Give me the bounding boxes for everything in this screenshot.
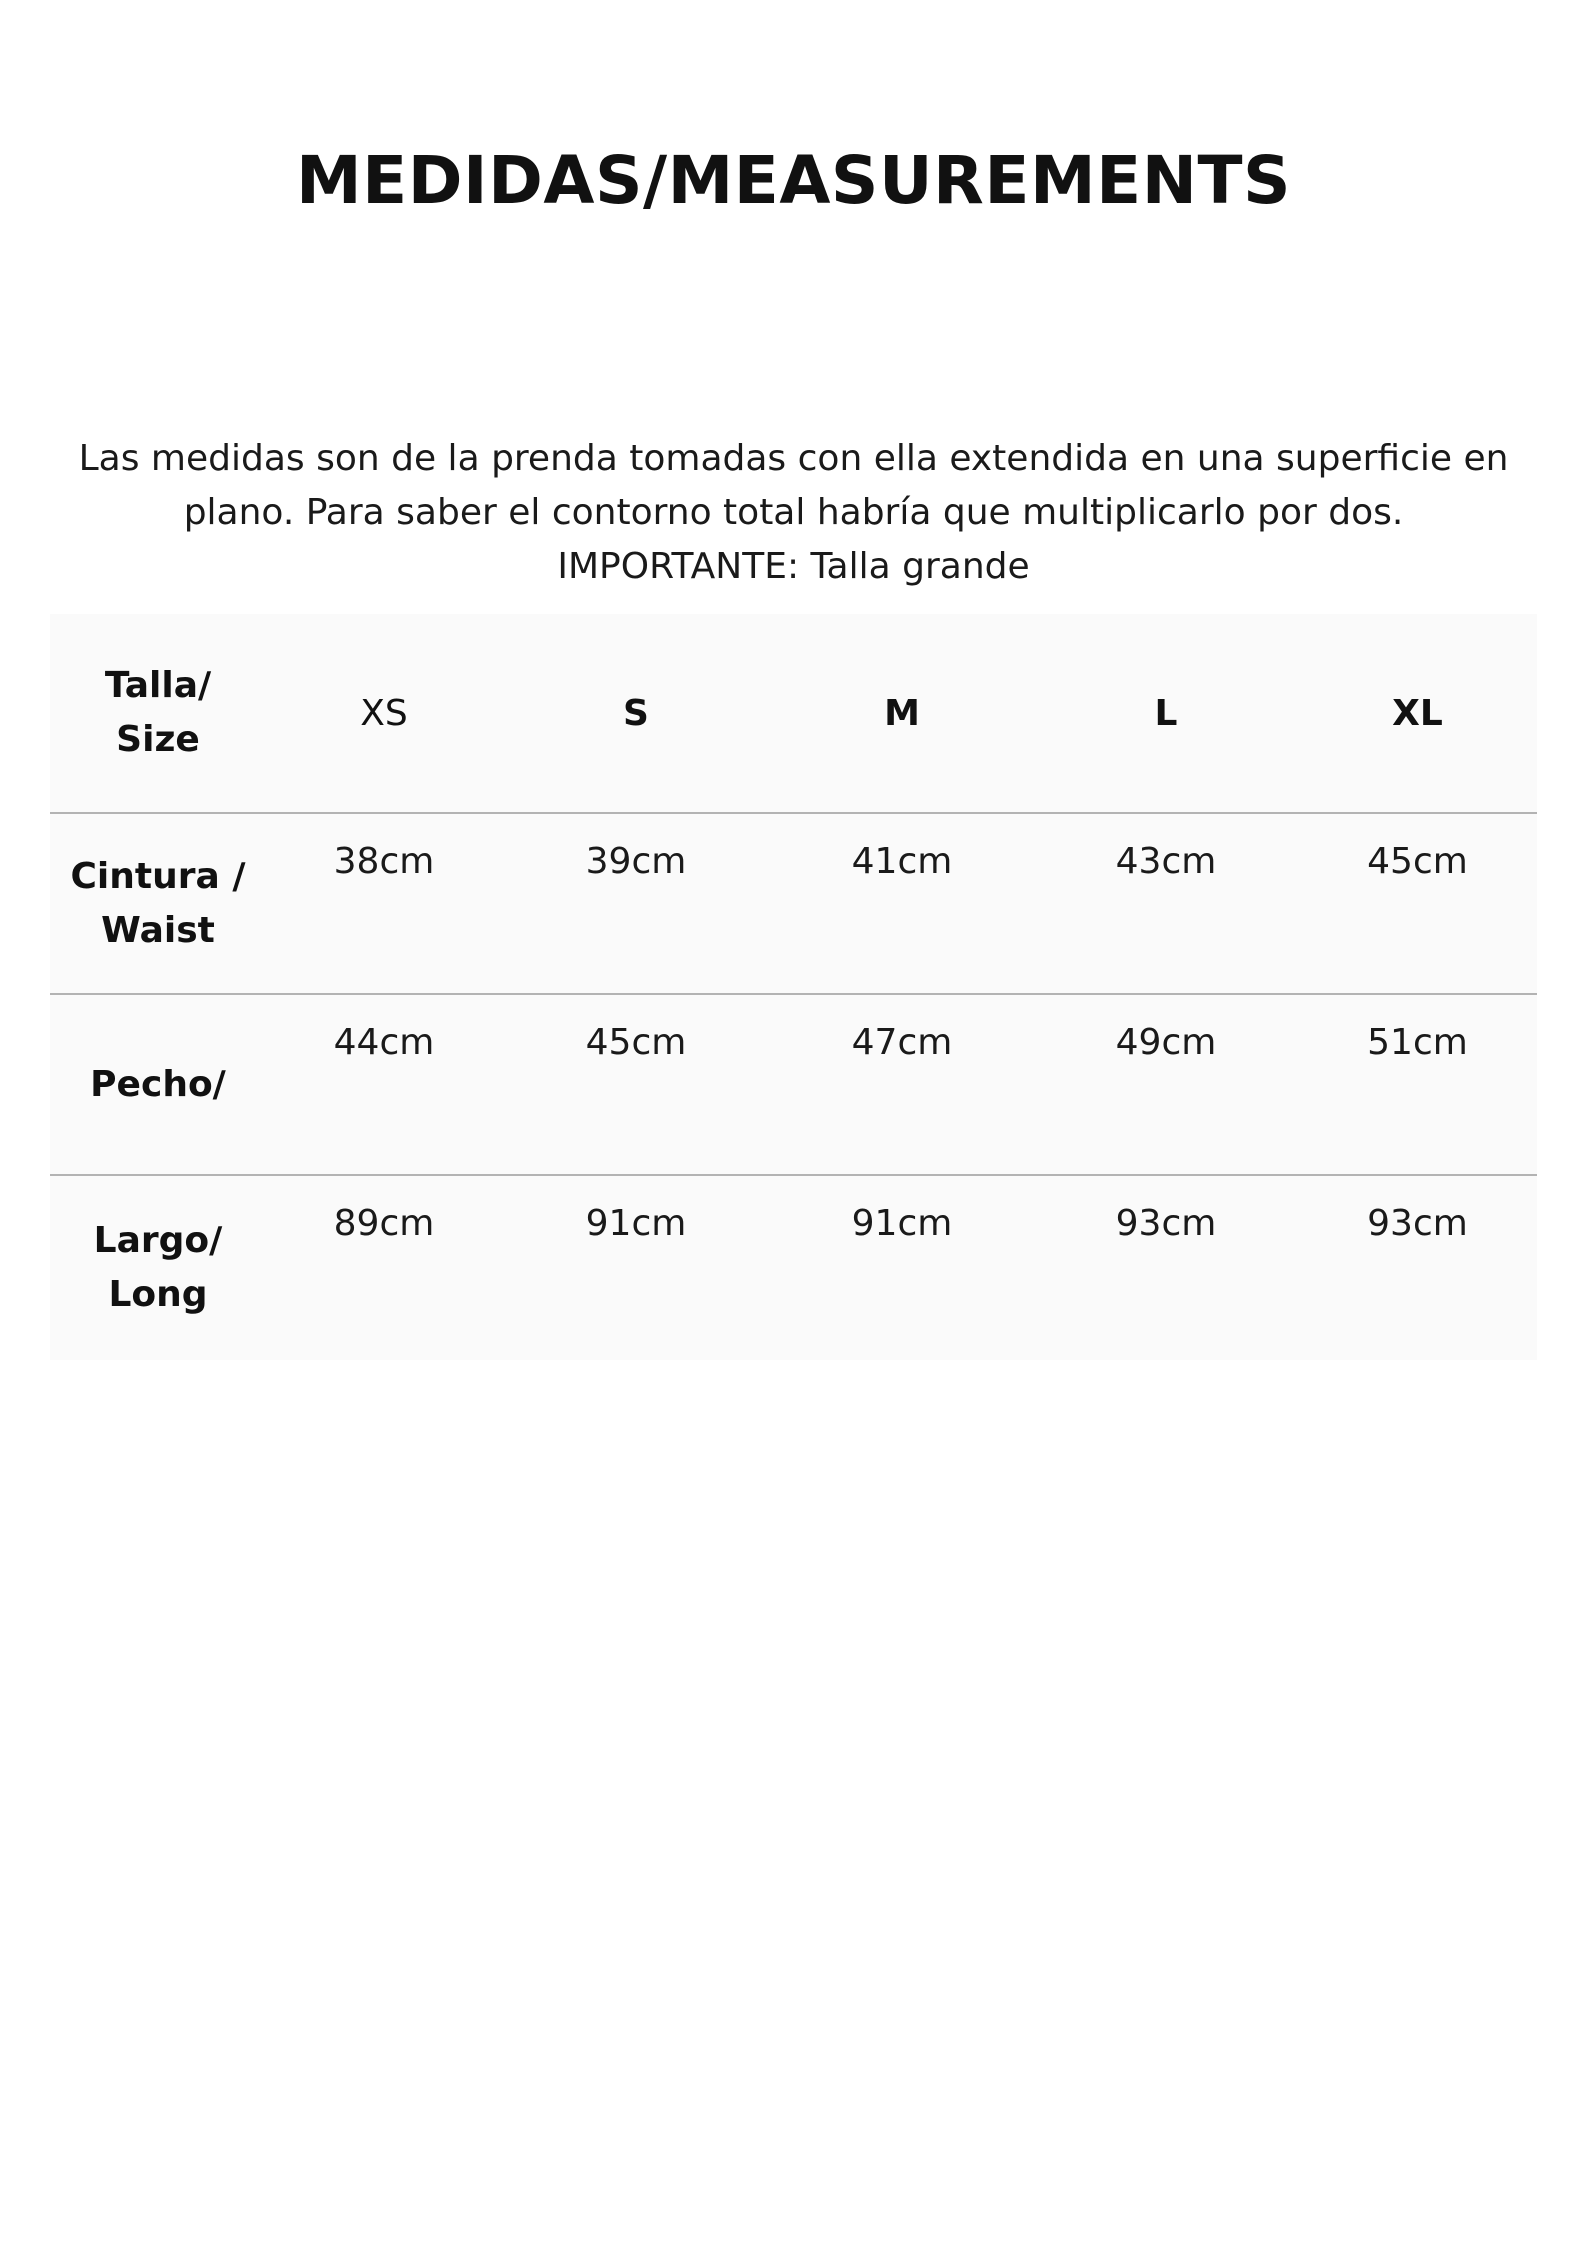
size-header-label [50, 614, 266, 812]
label-line: Cintura / [70, 855, 246, 897]
table-cell: 39cm [585, 841, 687, 882]
table-cell: 45cm [585, 1022, 687, 1063]
table-cell: 93cm [1115, 1203, 1217, 1244]
table-cell: 38cm [333, 841, 435, 882]
table-cell: 91cm [585, 1203, 687, 1244]
table-cell: 91cm [851, 1203, 953, 1244]
table-row-chest [50, 993, 1537, 1174]
table-cell: 45cm [1367, 841, 1468, 882]
label-line: Long [108, 1274, 208, 1315]
table-cell: 89cm [333, 1203, 435, 1244]
label-line: Pecho/ [90, 1063, 226, 1105]
size-m: M [884, 692, 920, 734]
table-cell: 44cm [333, 1022, 435, 1063]
table-row-length [50, 1174, 1537, 1360]
page-title: MEDIDAS/MEASUREMENTS [295, 142, 1292, 219]
table-cell: 47cm [851, 1022, 953, 1063]
size-chart-table [50, 614, 1537, 1360]
label-line: Size [116, 719, 200, 760]
intro-important-line: IMPORTANTE: Talla grande [557, 546, 1030, 587]
row-label-waist [50, 814, 266, 993]
size-l: L [1154, 692, 1178, 734]
table-cell: 43cm [1115, 841, 1217, 882]
intro-text [50, 432, 1537, 594]
label-line: Largo/ [93, 1220, 223, 1261]
table-cell: 41cm [851, 841, 953, 882]
table-cell: 93cm [1367, 1203, 1468, 1244]
intro-line: Las medidas son de la prenda tomadas con ella extendida en una superficie en [78, 438, 1509, 479]
size-s: S [623, 692, 649, 734]
row-label-length [50, 1176, 266, 1360]
label-line: Talla/ [104, 665, 212, 706]
table-header-row [50, 614, 1537, 812]
table-cell: 49cm [1115, 1022, 1217, 1063]
table-row-waist [50, 812, 1537, 993]
size-xl: XL [1392, 692, 1443, 734]
table-cell: 51cm [1367, 1022, 1468, 1063]
row-label-chest [50, 995, 266, 1174]
intro-line: plano. Para saber el contorno total habría que multiplicarlo por dos. [183, 492, 1404, 533]
label-line: Waist [101, 909, 215, 951]
size-xs: XS [360, 692, 408, 734]
